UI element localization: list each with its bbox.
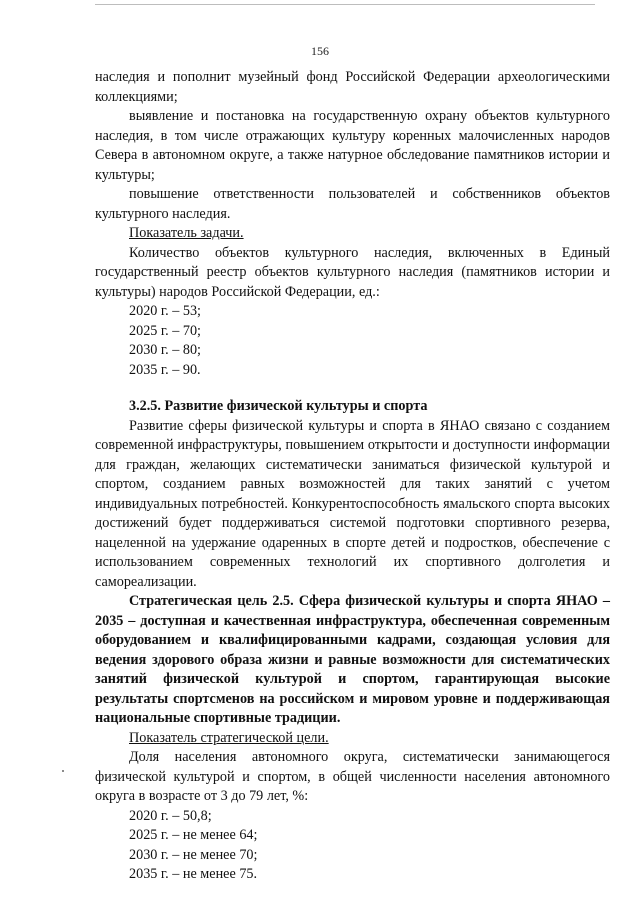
goal-indicator-value: 2025 г. – не менее 64; [129,827,258,843]
goal-indicator-value: 2035 г. – не менее 75. [129,866,258,882]
goal-indicator-text: Доля населения автономного округа, систематически занимающегося физической культурой и спортом, в общей численности населения автономного округа в возрасте от 3 до 79 лет, %: [95,749,610,804]
paragraph-identification: выявление и постановка на государственную охрану объектов культурного наследия, в том числе отражающих культуру коренных малочисленных народов Севера в автономном округе, а также натурное обследование памятников истории и культуры; [95,108,610,183]
document-body [95,68,610,885]
task-indicator-value: 2020 г. – 53; [129,303,202,319]
section-heading: 3.2.5. Развитие физической культуры и спорта [129,398,428,414]
task-indicator-text: Количество объектов культурного наследия, включенных в Единый государственный реестр объектов культурного наследия (памятников истории и культуры) народов Российской Федерации, ед.: [95,244,610,300]
section-body: Развитие сферы физической культуры и спорта в ЯНАО связано с созданием современной инфраструктуры, повышением открытости и доступности информации для граждан, желающих систематически заниматься физической культурой и спортом, созданием равных возможностей для таких занятий с учетом индивидуальных потребностей. Конкурентоспособность ямальского спорта высоких достижений будет поддерживаться системой подготовки спортивного резерва, нацеленной на удержание одаренных в спорте детей и подростков, обеспечение с использованием современных технологий их спортивного долголетия и самореализации. [95,417,610,590]
paragraph-responsibility: повышение ответственности пользователей и собственников объектов культурного наследия. [95,186,610,222]
strategic-goal: Стратегическая цель 2.5. Сфера физической культуры и спорта ЯНАО – 2035 – доступная и качественная инфраструктура, обеспеченная современным оборудованием и квалифицированными кадрами, создающая условия для ведения здорового образа жизни и равные возможности для систематических занятий физической культурой и спортом, гарантирующая высокие результаты спортсменов на российском и мировом уровне и поддерживающая национальные спортивные традиции. [95,593,610,726]
paragraph-continuation: наследия и пополнит музейный фонд Российской Федерации археологическими коллекциями; [95,69,610,105]
task-indicator-value: 2035 г. – 90. [129,361,201,378]
task-indicator-value: 2025 г. – 70; [129,322,202,339]
goal-indicator-value: 2030 г. – не менее 70; [129,846,258,863]
page-top-border [95,4,595,5]
task-indicator-value: 2030 г. – 80; [129,342,202,358]
page-number: 156 [311,44,329,58]
goal-indicator-value: 2020 г. – 50,8; [129,807,212,824]
scan-speck [62,770,64,772]
task-indicator-label: Показатель задачи. [129,225,244,241]
goal-indicator-label: Показатель стратегической цели. [129,729,329,746]
